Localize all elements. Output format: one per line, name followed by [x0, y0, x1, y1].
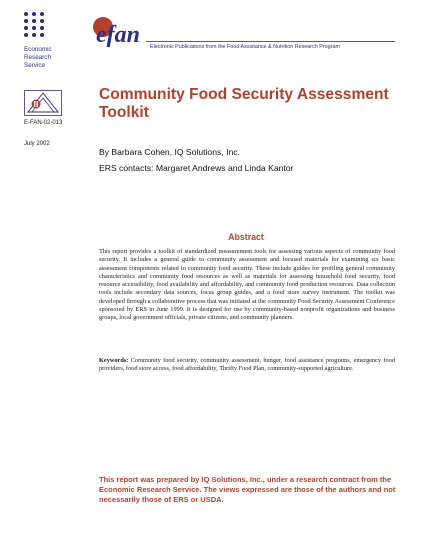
page-title: Community Food Security Assessment Toolkit [99, 86, 389, 121]
efan-logo-text: efan [96, 22, 140, 47]
report-number: E-FAN-02-013 [24, 120, 63, 126]
report-cover-icon [24, 90, 62, 116]
publication-date: July 2002 [24, 141, 50, 147]
ers-logo-icon [24, 12, 50, 38]
keywords-text: Community food security, community assessment, hunger, food assistance programs, emergency food providers, food store access, food affordability, Thrifty Food Plan, community-supported agriculture. [99, 357, 395, 373]
keywords-label: Keywords: [99, 357, 129, 364]
header-divider [146, 41, 395, 42]
disclaimer: This report was prepared by IQ Solutions, Inc., under a research contract from the Economic Research Service. The views expressed are those of the authors and not necessarily those of ERS or USDA. [99, 475, 396, 504]
efan-logo-icon [88, 9, 146, 47]
agency-name [24, 46, 84, 71]
series-tagline: Electronic Publications from the Food Assistance & Nutrition Research Program [150, 44, 340, 50]
agency-name-line: Research [24, 54, 51, 62]
agency-name-line: Economic [24, 46, 52, 53]
abstract-heading: Abstract [228, 232, 264, 242]
keywords-paragraph [99, 357, 395, 374]
agency-name-line: Service [24, 62, 45, 70]
ers-contacts: ERS contacts: Margaret Andrews and Linda Kantor [99, 163, 294, 173]
author-line: By Barbara Cohen, IQ Solutions, Inc. [99, 147, 240, 157]
abstract-body: This report provides a toolkit of standardized measurement tools for assessing various aspects of community food security. It includes a general guide to community assessment and focused materials for examining six basic assessment components related to community food security. These include guides for profiling general community characteristics and community food resources as well as materials for assessing household food security, food resource accessibility, food availability and affordability, and community food production resources. Data collection tools include secondary data sources, focus group guides, and a food store survey instrument. The toolkit was developed through a collaborative process that was initiated at the community Food Security Assessment Conference sponsored by ERS in June 1999. It is designed for use by community-based nonprofit organizations and business groups, local government officials, private citizens, and community planners. [99, 248, 395, 322]
